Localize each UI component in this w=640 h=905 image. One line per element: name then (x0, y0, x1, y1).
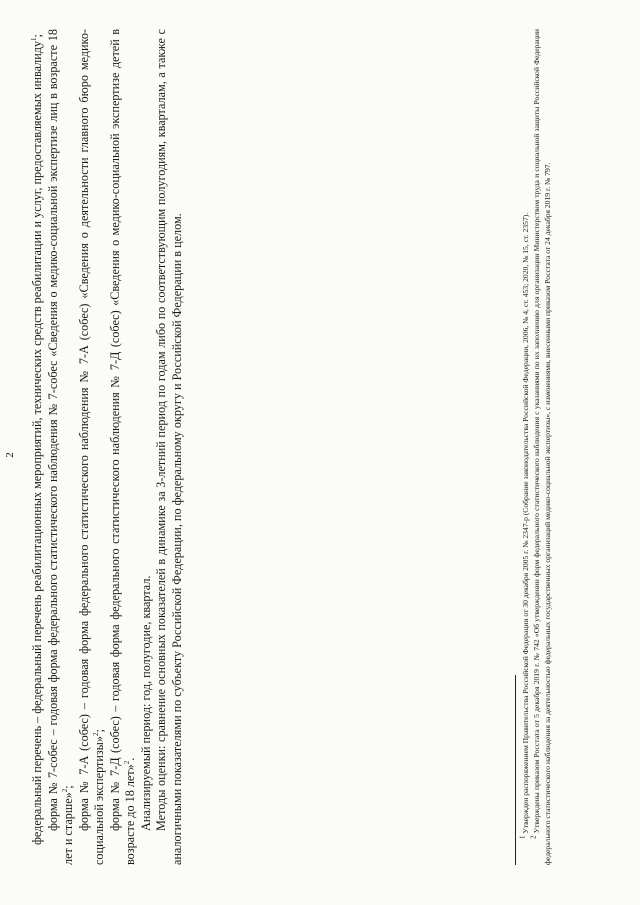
paragraph-text: форма № 7-А (собес) – годовая форма федерального статистического наблюдения № 7-А (собес) «Сведения о деятельности главного бюро медико-социальной экспертизы» (76, 29, 106, 865)
paragraph-tail: . (123, 757, 137, 761)
footnote-mark: 1 (518, 835, 527, 839)
footnote-text: Утверждены приказом Росстата от 5 декабря 2019 г. № 742 «Об утверждении форм федерального статистического наблюдения с указаниями по их заполнению для организации Министерством труда и социальной защиты Российской Федерации федерального статистического наблюдения за деятельностью федеральных государственных организаций медико-социальной экспертизы», с изменениями, внесенными приказом Росстата от 24 декабря 2019 г. № 797. (531, 29, 552, 865)
page-number: 2 (4, 452, 16, 458)
paragraph-analysis-period (139, 29, 155, 865)
paragraph-text: Анализируемый период: год, полугодие, квартал. (138, 575, 153, 831)
footnote-ref: 2 (91, 732, 100, 737)
footnotes (518, 29, 553, 865)
paragraph-tail: ; (92, 729, 106, 733)
paragraph-text: форма № 7-Д (собес) – годовая форма федерального статистического наблюдения № 7-Д (собес) «Сведения о медико-социальной экспертизе детей в возрасте до 18 лет» (107, 29, 137, 865)
footnote-ref: 2 (60, 788, 69, 793)
footnote-separator (515, 675, 516, 865)
footnote-text: Утвержден распоряжением Правительства Российской Федерации от 30 декабря 2005 г. № 2347-р (Собрание законодательства Российской Федерации, 2006, № 4, ст. 453; 2020, № 15, ст. 2357). (521, 212, 530, 834)
paragraph-tail: ; (61, 785, 75, 789)
paragraph-assessment-methods (154, 29, 185, 865)
paragraph-text: форма № 7-собес – годовая форма федерального статистического наблюдения № 7-собес «Сведения о медико-социальной экспертизе лиц в возрасте 18 лет и старше» (45, 29, 75, 865)
paragraph-federal-list (30, 29, 46, 865)
paragraph-form-7a (77, 29, 108, 865)
footnote-ref: 2 (122, 760, 131, 765)
footnote-mark: 2 (529, 835, 538, 839)
footnote-2 (529, 29, 554, 865)
paragraph-text: федеральный перечень – федеральный перечень реабилитационных мероприятий, технических средств реабилитации и услуг, предоставляемых инвалиду (30, 40, 44, 845)
paragraph-text: Методы оценки: сравнение основных показателей в динамике за 3-летний период по годам либо по соответствующим полугодиям, кварталам, а также с аналогичными показателями по субъекту Российской Федерации, по федеральному округу и Российской Федерации в целом. (154, 29, 184, 865)
footnote-1 (518, 29, 532, 865)
paragraph-form-7d (108, 29, 139, 865)
body-text (30, 29, 185, 865)
paragraph-form-7-sobes (46, 29, 77, 865)
footnote-ref: 1 (29, 37, 38, 41)
paragraph-tail: ; (30, 34, 44, 38)
